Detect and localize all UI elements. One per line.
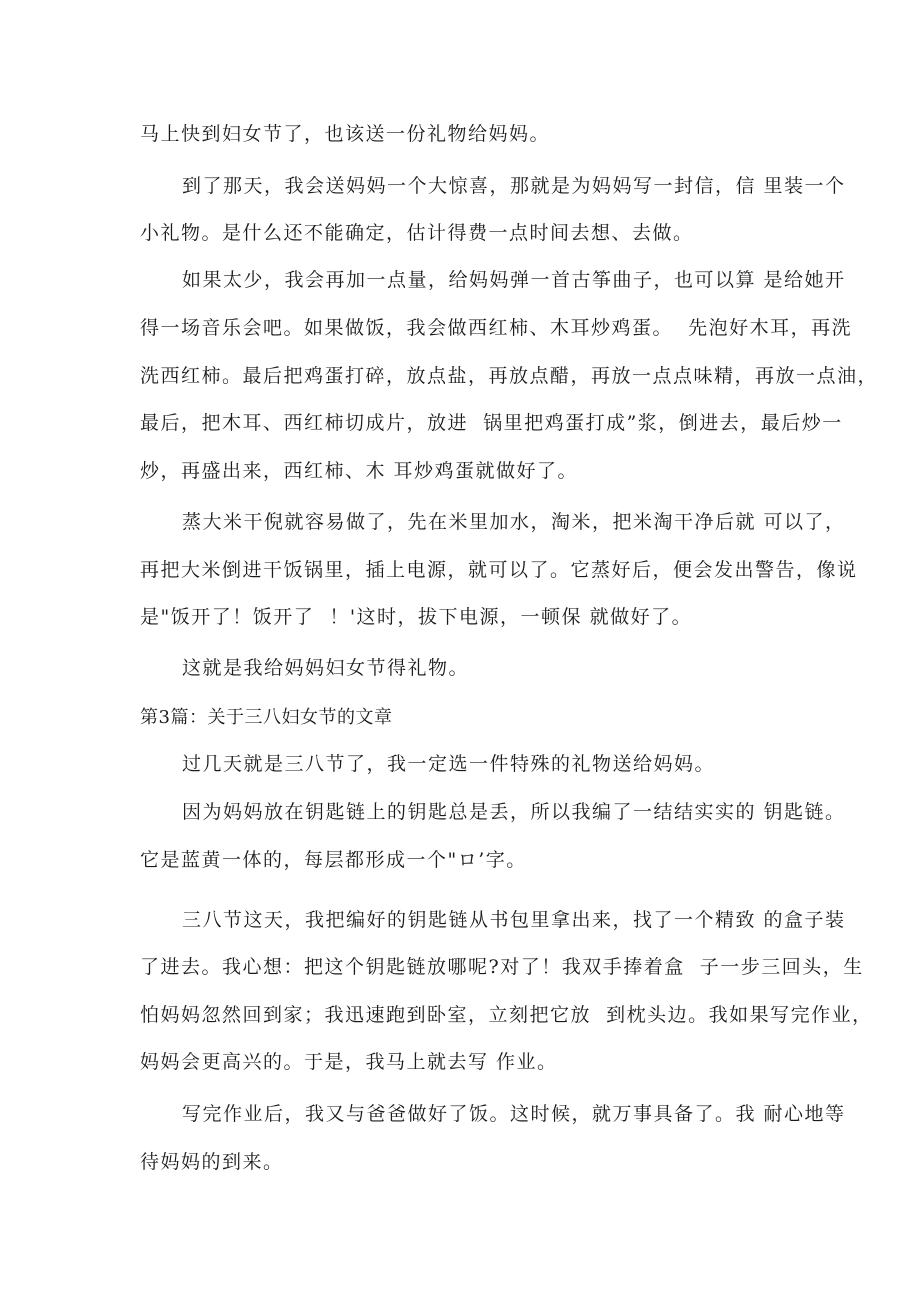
text-line: 怕妈妈忽然回到家；我迅速跑到卧室，立刻把它放 到枕头边。我如果写完作业， [140,1004,873,1026]
text-line: 到了那天，我会送妈妈一个大惊喜，那就是为妈妈写一封信，信 里装一个 [182,175,846,197]
text-line: 炒，再盛出来，西红柿、木 耳炒鸡蛋就做好了。 [140,460,579,482]
text-line: 如果太少，我会再加一点量，给妈妈弹一首古筝曲子，也可以算 是给她开 [182,269,846,291]
text-line: 马上快到妇女节了，也该送一份礼物给妈妈。 [140,123,551,145]
text-line: 妈妈会更高兴的。于是，我马上就去写 作业。 [140,1051,558,1073]
text-line: 这就是我给妈妈妇女节得礼物。 [182,657,470,679]
text-line: 三八节这天，我把编好的钥匙链从书包里拿出来，找了一个精致 的盒子装 [182,909,846,931]
text-line: 写完作业后，我又与爸爸做好了饭。这时候，就万事具备了。我 耐心地等 [182,1103,846,1125]
section-heading: 第3篇：关于三八妇女节的文章 [140,707,393,728]
text-line: 洗西红柿。最后把鸡蛋打碎，放点盐，再放点醋，再放一点点味精，再放一点油， [140,365,879,387]
text-line: 因为妈妈放在钥匙链上的钥匙总是丢，所以我编了一结结实实的 钥匙链。 [182,801,846,823]
text-line: 过几天就是三八节了，我一定选一件特殊的礼物送给妈妈。 [182,753,716,775]
text-line: 最后，把木耳、西红柿切成片，放进 锅里把鸡蛋打成”浆，倒进去，最后炒一 [140,412,843,434]
text-line: 再把大米倒进干饭锅里，插上电源，就可以了。它蒸好后，便会发出警告，像说 [140,559,858,581]
text-line: 得一场音乐会吧。如果做饭，我会做西红柿、木耳炒鸡蛋。 先泡好木耳，再洗 [140,317,853,339]
text-line: 蒸大米干倪就容易做了，先在米里加水，淘米，把米淘干净后就 可以了， [182,511,846,533]
text-line: 是"饭开了！饭开了 ！'这时，拔下电源，一顿保 就做好了。 [140,606,693,628]
text-line: 它是蓝黄一体的，每层都形成一个"ロ’字。 [140,849,527,871]
text-line: 待妈妈的到来。 [140,1151,284,1173]
text-line: 小礼物。是什么还不能确定，估计得费一点时间去想、去做。 [140,222,694,244]
text-line: 了进去。我心想：把这个钥匙链放哪呢?对了！我双手捧着盒 子一步三回头，生 [140,956,864,978]
